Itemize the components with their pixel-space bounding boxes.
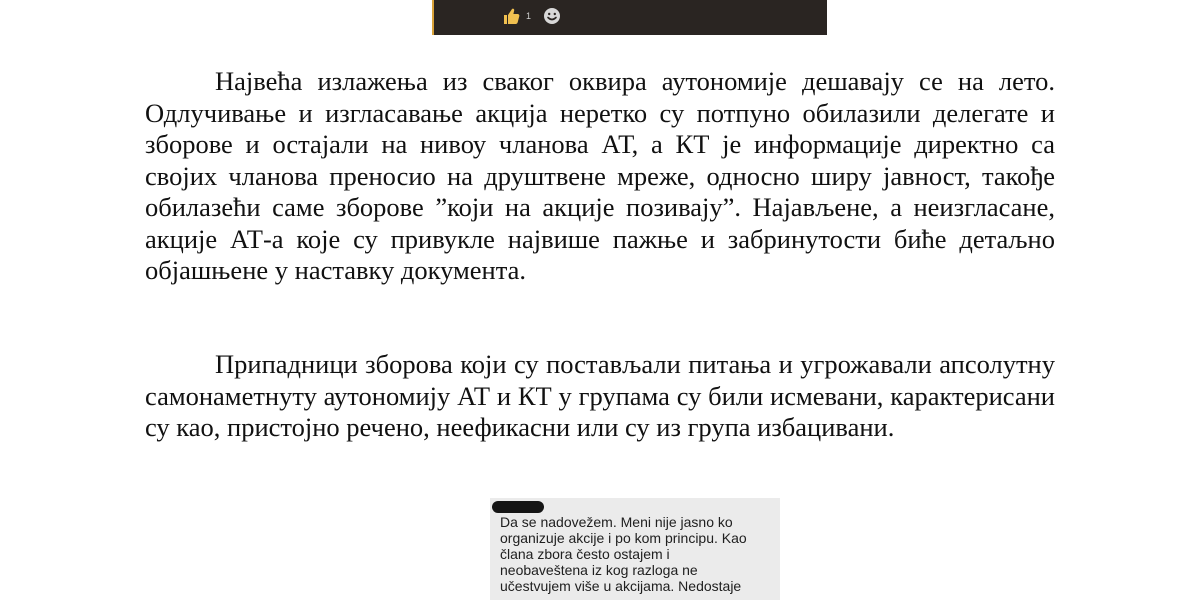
paragraph-1 [145, 66, 1055, 287]
reaction-count: 1 [526, 11, 532, 21]
embedded-screenshot-top [432, 0, 827, 35]
embedded-chat-screenshot [490, 498, 780, 600]
thumbs-up-icon [502, 6, 522, 26]
paragraph-1-text: Највећа излажења из сваког оквира аутономије дешавају се на лето. Одлучивање и изгласавање акција неретко су потпуно обилазили делегате и зборове и остајали на нивоу чланова АТ, а КТ је информације директно са својих чланова преносио на друштвене мреже, односно ширу јавност, такође обилазећи саме зборове ”који на акције позивају”. Најављене, а неизгласане, акције АТ-а које су привукле највише пажње и забринутости биће детаљно објашњене у наставку документа. [145, 66, 1055, 285]
redacted-name [492, 501, 544, 513]
chat-message: Da se nadovežem. Meni nije jasno ko organizuje akcije i po kom principu. Kao člana zbora često ostajem i neobaveštena iz kog razloga ne učestvujem više u akcijama. Nedostaje [500, 514, 747, 594]
paragraph-2-text: Припадници зборова који су постављали питања и угрожавали апсолутну самонаметнуту аутономију АТ и КТ у групама су били исмевани, карактерисани су као, пристојно речено, неефикасни или су из група избацивани. [145, 349, 1055, 442]
smile-icon [543, 7, 561, 25]
paragraph-2 [145, 349, 1055, 444]
reactions-bar [502, 5, 561, 27]
